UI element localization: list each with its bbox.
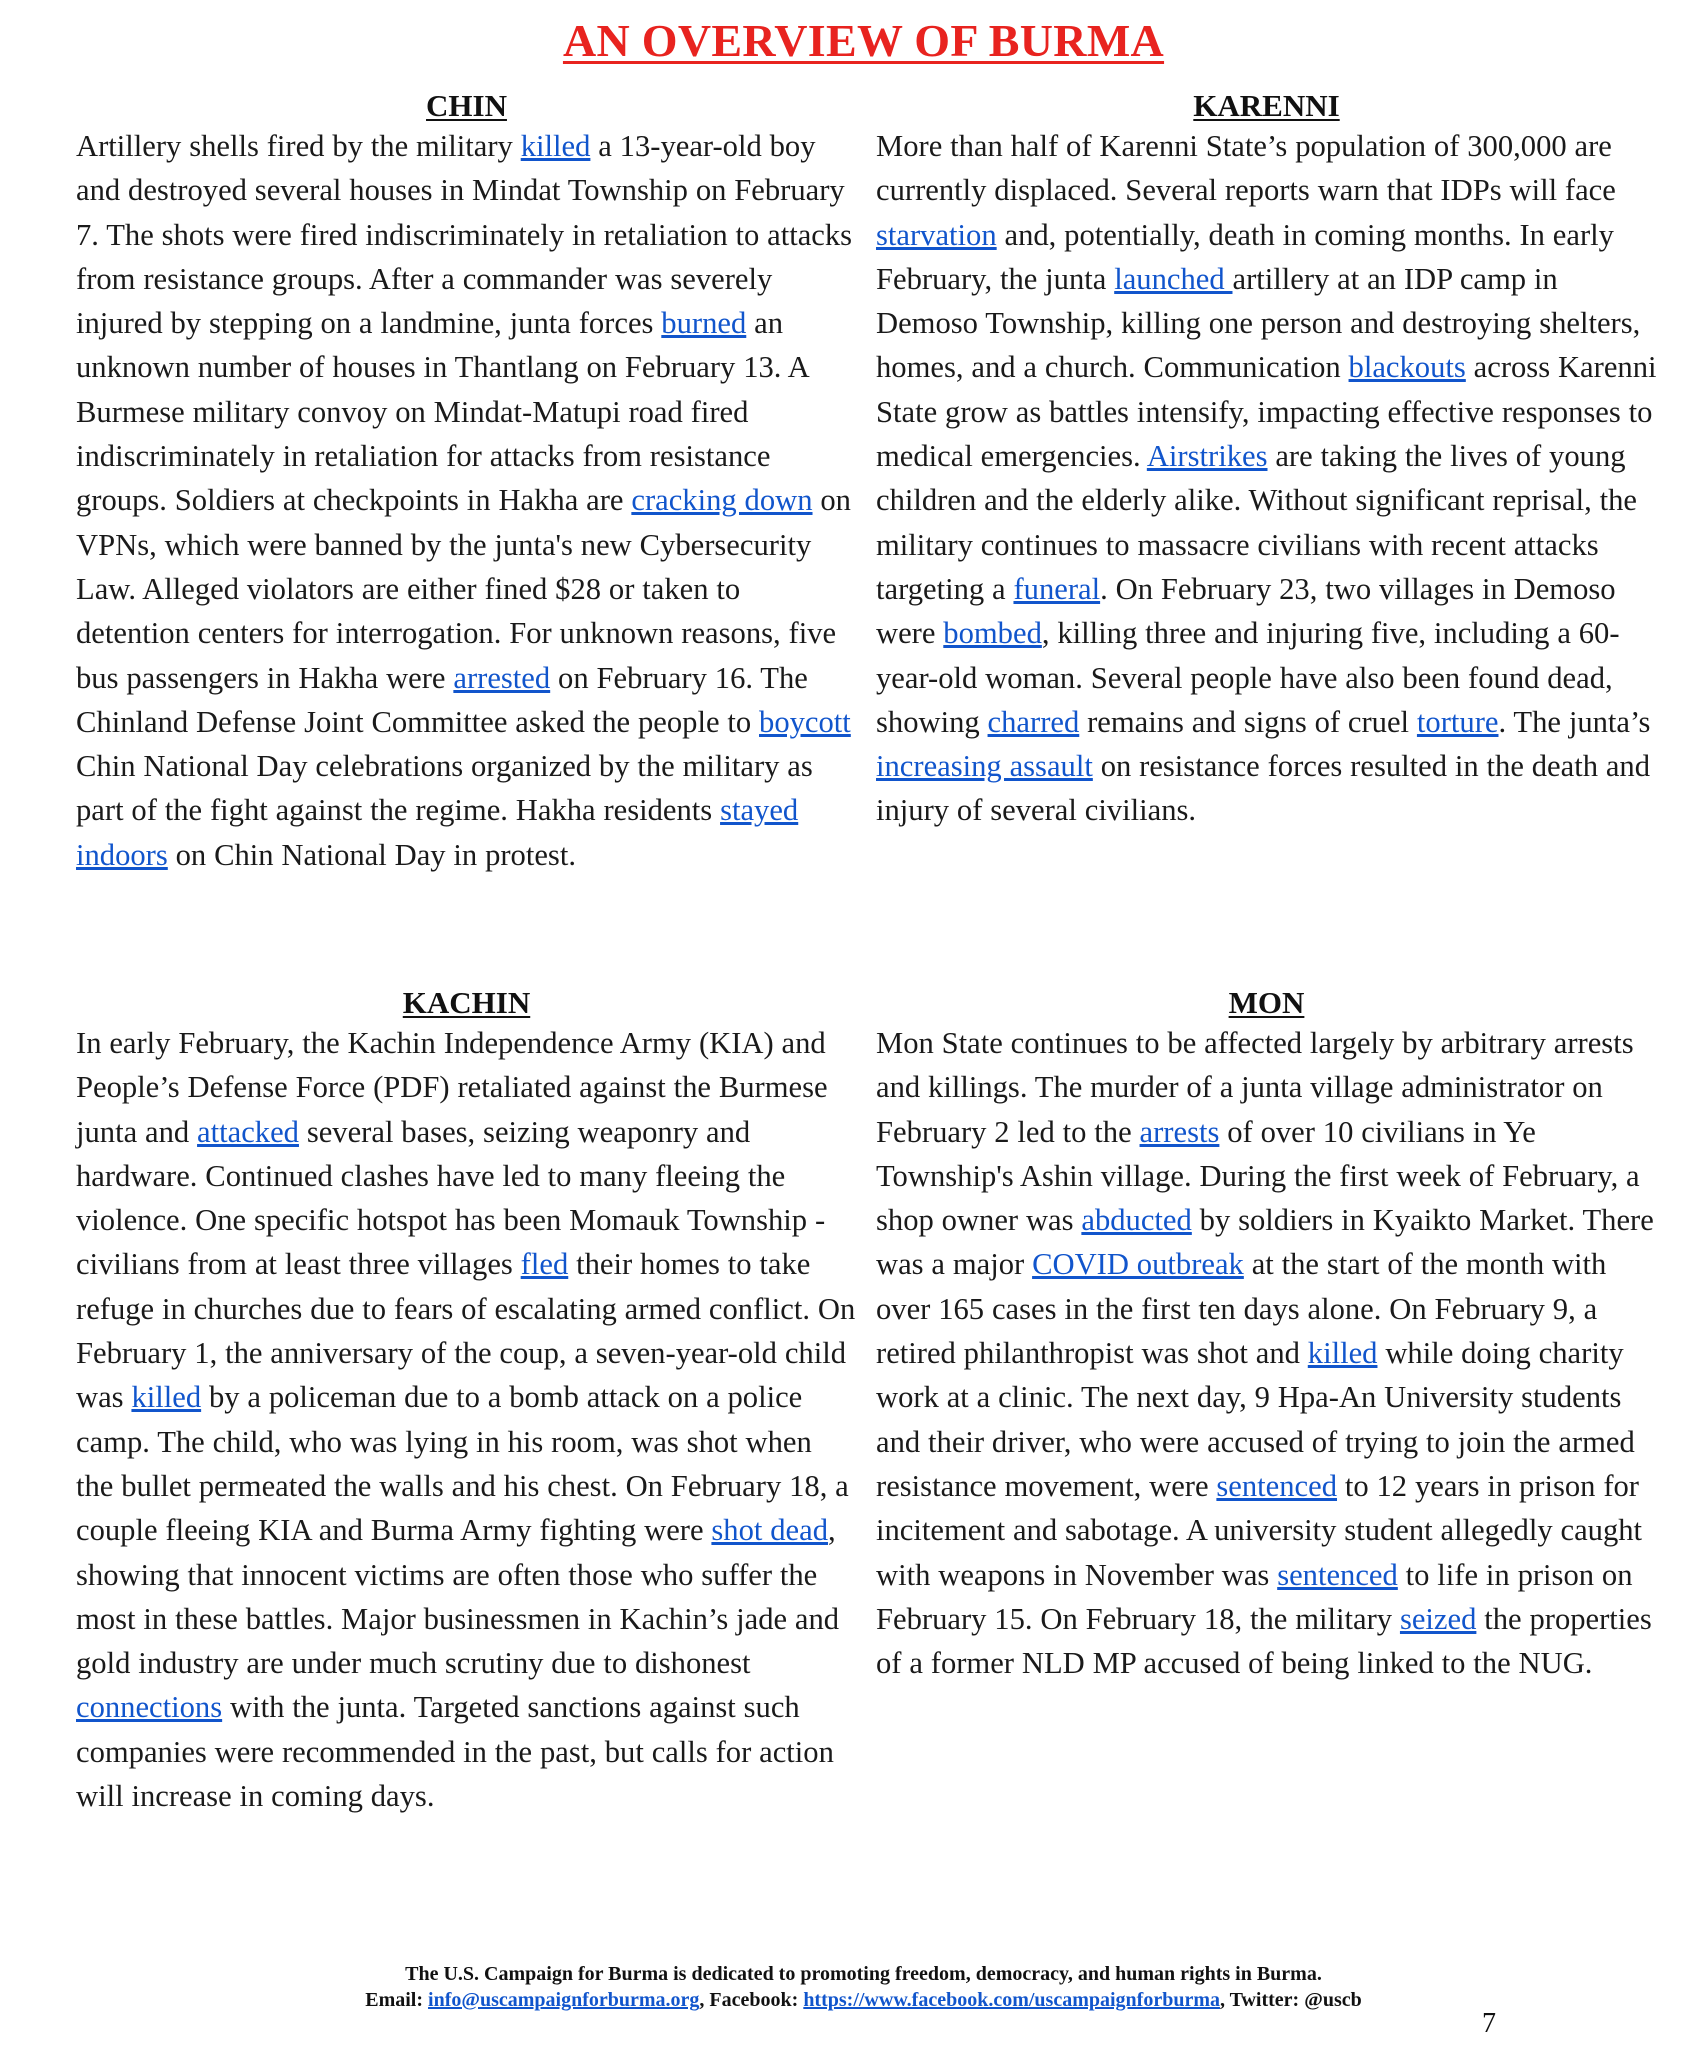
inline-link[interactable]: bombed (943, 616, 1042, 651)
body-text: their homes to take refuge in churches due to fears of escalating armed conflict. On February 1, the anniversary of the coup, a seven-year-old child was (76, 1247, 856, 1415)
section-body (76, 1021, 857, 1818)
inline-link[interactable]: killed (1307, 1336, 1378, 1371)
section-mon (876, 985, 1657, 1685)
inline-link[interactable]: charred (987, 704, 1080, 739)
inline-link[interactable]: fled (520, 1247, 569, 1282)
inline-link[interactable]: cracking down (631, 483, 813, 518)
body-text: , showing that innocent victims are often those who suffer the most in these battles. Major businessmen in Kachin’s jade and gold industry are under much scrutiny due to dishonest (76, 1513, 840, 1681)
inline-link[interactable]: attacked (197, 1114, 299, 1149)
body-text: remains and signs of cruel (1079, 704, 1417, 739)
section-body (876, 1021, 1657, 1685)
body-text: In early February, the Kachin Independence Army (KIA) and People’s Defense Force (PDF) retaliated against the Burmese junta and (76, 1026, 828, 1149)
inline-link[interactable]: blackouts (1348, 350, 1466, 385)
body-text: Artillery shells fired by the military (76, 129, 521, 163)
body-text: several bases, seizing weaponry and hardware. Continued clashes have led to many fleeing the violence. One specific hotspot has been Momauk Township - civilians from at least three villages (76, 1114, 826, 1282)
section-heading: KARENNI (1193, 88, 1340, 123)
page-number: 7 (1482, 2008, 1496, 2039)
inline-link[interactable]: boycott (759, 704, 851, 739)
facebook-link[interactable]: https://www.facebook.com/uscampaignforburma (803, 1989, 1220, 2011)
footer-contact (0, 1987, 1699, 2013)
body-text: , killing three and injuring five, including a 60-year-old woman. Several people have also been found dead, showing (876, 616, 1620, 739)
section-heading: CHIN (426, 88, 507, 123)
inline-link[interactable]: abducted (1081, 1203, 1192, 1238)
body-text: More than half of Karenni State’s population of 300,000 are currently displaced. Several reports warn that IDPs will face (876, 129, 1616, 208)
inline-link[interactable]: Airstrikes (1146, 439, 1268, 474)
section-body (76, 124, 857, 877)
section-heading: KACHIN (402, 985, 531, 1020)
section-kachin (76, 985, 857, 1818)
page-title: AN OVERVIEW OF BURMA (562, 15, 1165, 66)
body-text: across Karenni State grow as battles intensify, impacting effective responses to medical emergencies. (876, 350, 1657, 474)
email-link[interactable]: info@uscampaignforburma.org (428, 1989, 700, 2011)
inline-link[interactable]: shot dead (711, 1513, 829, 1548)
inline-link[interactable]: burned (661, 306, 747, 341)
inline-link[interactable]: increasing assault (876, 749, 1093, 784)
inline-link[interactable]: COVID outbreak (1032, 1247, 1244, 1282)
body-text: the properties of a former NLD MP accused of being linked to the NUG. (876, 1601, 1652, 1681)
inline-link[interactable]: arrests (1139, 1114, 1220, 1149)
inline-link[interactable]: seized (1399, 1601, 1477, 1636)
section-chin (76, 88, 857, 877)
email-label: Email: (365, 1989, 429, 2011)
twitter-label: , Twitter: (1219, 1989, 1305, 2011)
inline-link[interactable]: stayed indoors (76, 793, 799, 872)
inline-link[interactable]: arrested (453, 660, 551, 695)
section-body (876, 124, 1657, 833)
twitter-handle: @uscb (1304, 1989, 1362, 2011)
body-text: of over 10 civilians in Ye Township's Ashin village. During the first week of February, a shop owner was (876, 1114, 1640, 1238)
body-text: are taking the lives of young children and the elderly alike. Without significant reprisal, the military continues to massacre civilians with recent attacks targeting a (876, 439, 1638, 606)
inline-link[interactable]: launched (1114, 261, 1233, 296)
footer-mission: The U.S. Campaign for Burma is dedicated to promoting freedom, democracy, and human rights in Burma. (405, 1963, 1322, 1985)
body-text: . The junta’s (1498, 704, 1651, 739)
body-text: Mon State continues to be affected largely by arbitrary arrests and killings. The murder of a junta village administrator on February 2 led to the (876, 1026, 1634, 1149)
body-text: to life in prison on February 15. On February 18, the military (876, 1557, 1633, 1636)
section-heading: MON (1228, 985, 1305, 1020)
inline-link[interactable]: killed (131, 1380, 202, 1415)
body-text: by soldiers in Kyaikto Market. There was a major (876, 1203, 1654, 1282)
body-text: by a policeman due to a bomb attack on a police camp. The child, who was lying in his room, was shot when the bullet permeated the walls and his chest. On February 18, a couple fleeing KIA and Burma Army fighting were (76, 1380, 849, 1548)
facebook-label: , Facebook: (699, 1989, 804, 2011)
inline-link[interactable]: sentenced (1216, 1468, 1338, 1503)
inline-link[interactable]: torture (1416, 704, 1499, 739)
inline-link[interactable]: connections (76, 1690, 223, 1725)
footer (0, 1961, 1699, 2013)
section-karenni (876, 88, 1657, 833)
body-text: and, potentially, death in coming months. In early February, the junta (876, 217, 1614, 296)
body-text: a 13-year-old boy and destroyed several houses in Mindat Township on February 7. The shots were fired indiscriminately in retaliation to attacks from resistance groups. After a commander was severely injured by stepping on a landmine, junta forces (76, 129, 853, 341)
body-text: on VPNs, which were banned by the junta's new Cybersecurity Law. Alleged violators are either fined $28 or taken to detention centers for interrogation. For unknown reasons, five bus passengers in Hakha were (76, 483, 851, 695)
body-text: on Chin National Day in protest. (167, 837, 576, 872)
body-text: with the junta. Targeted sanctions against such companies were recommended in the past, but calls for action will increase in coming days. (76, 1690, 834, 1814)
body-text: on resistance forces resulted in the death and injury of several civilians. (876, 749, 1651, 828)
body-text: Chin National Day celebrations organized by the military as part of the fight against the regime. Hakha residents (76, 749, 813, 828)
inline-link[interactable]: funeral (1013, 571, 1101, 606)
body-text: on February 16. The Chinland Defense Joint Committee asked the people to (76, 660, 808, 739)
body-text: at the start of the month with over 165 cases in the first ten days alone. On February 9, a retired philanthropist was shot and (876, 1247, 1607, 1371)
body-text: to 12 years in prison for incitement and sabotage. A university student allegedly caught with weapons in November was (876, 1468, 1643, 1592)
body-text: while doing charity work at a clinic. The next day, 9 Hpa-An University students and their driver, who were accused of trying to join the armed resistance movement, were (876, 1336, 1635, 1503)
inline-link[interactable]: sentenced (1277, 1557, 1398, 1592)
inline-link[interactable]: starvation (876, 217, 997, 252)
inline-link[interactable]: killed (520, 129, 591, 163)
body-text: . On February 23, two villages in Demoso were (876, 571, 1616, 651)
body-text: artillery at an IDP camp in Demoso Township, killing one person and destroying shelters, homes, and a church. Communication (876, 261, 1641, 385)
body-text: an unknown number of houses in Thantlang on February 13. A Burmese military convoy on Mindat-Matupi road fired indiscriminately in retaliation for attacks from resistance groups. Soldiers at checkpoints in Hakha are (76, 306, 809, 518)
